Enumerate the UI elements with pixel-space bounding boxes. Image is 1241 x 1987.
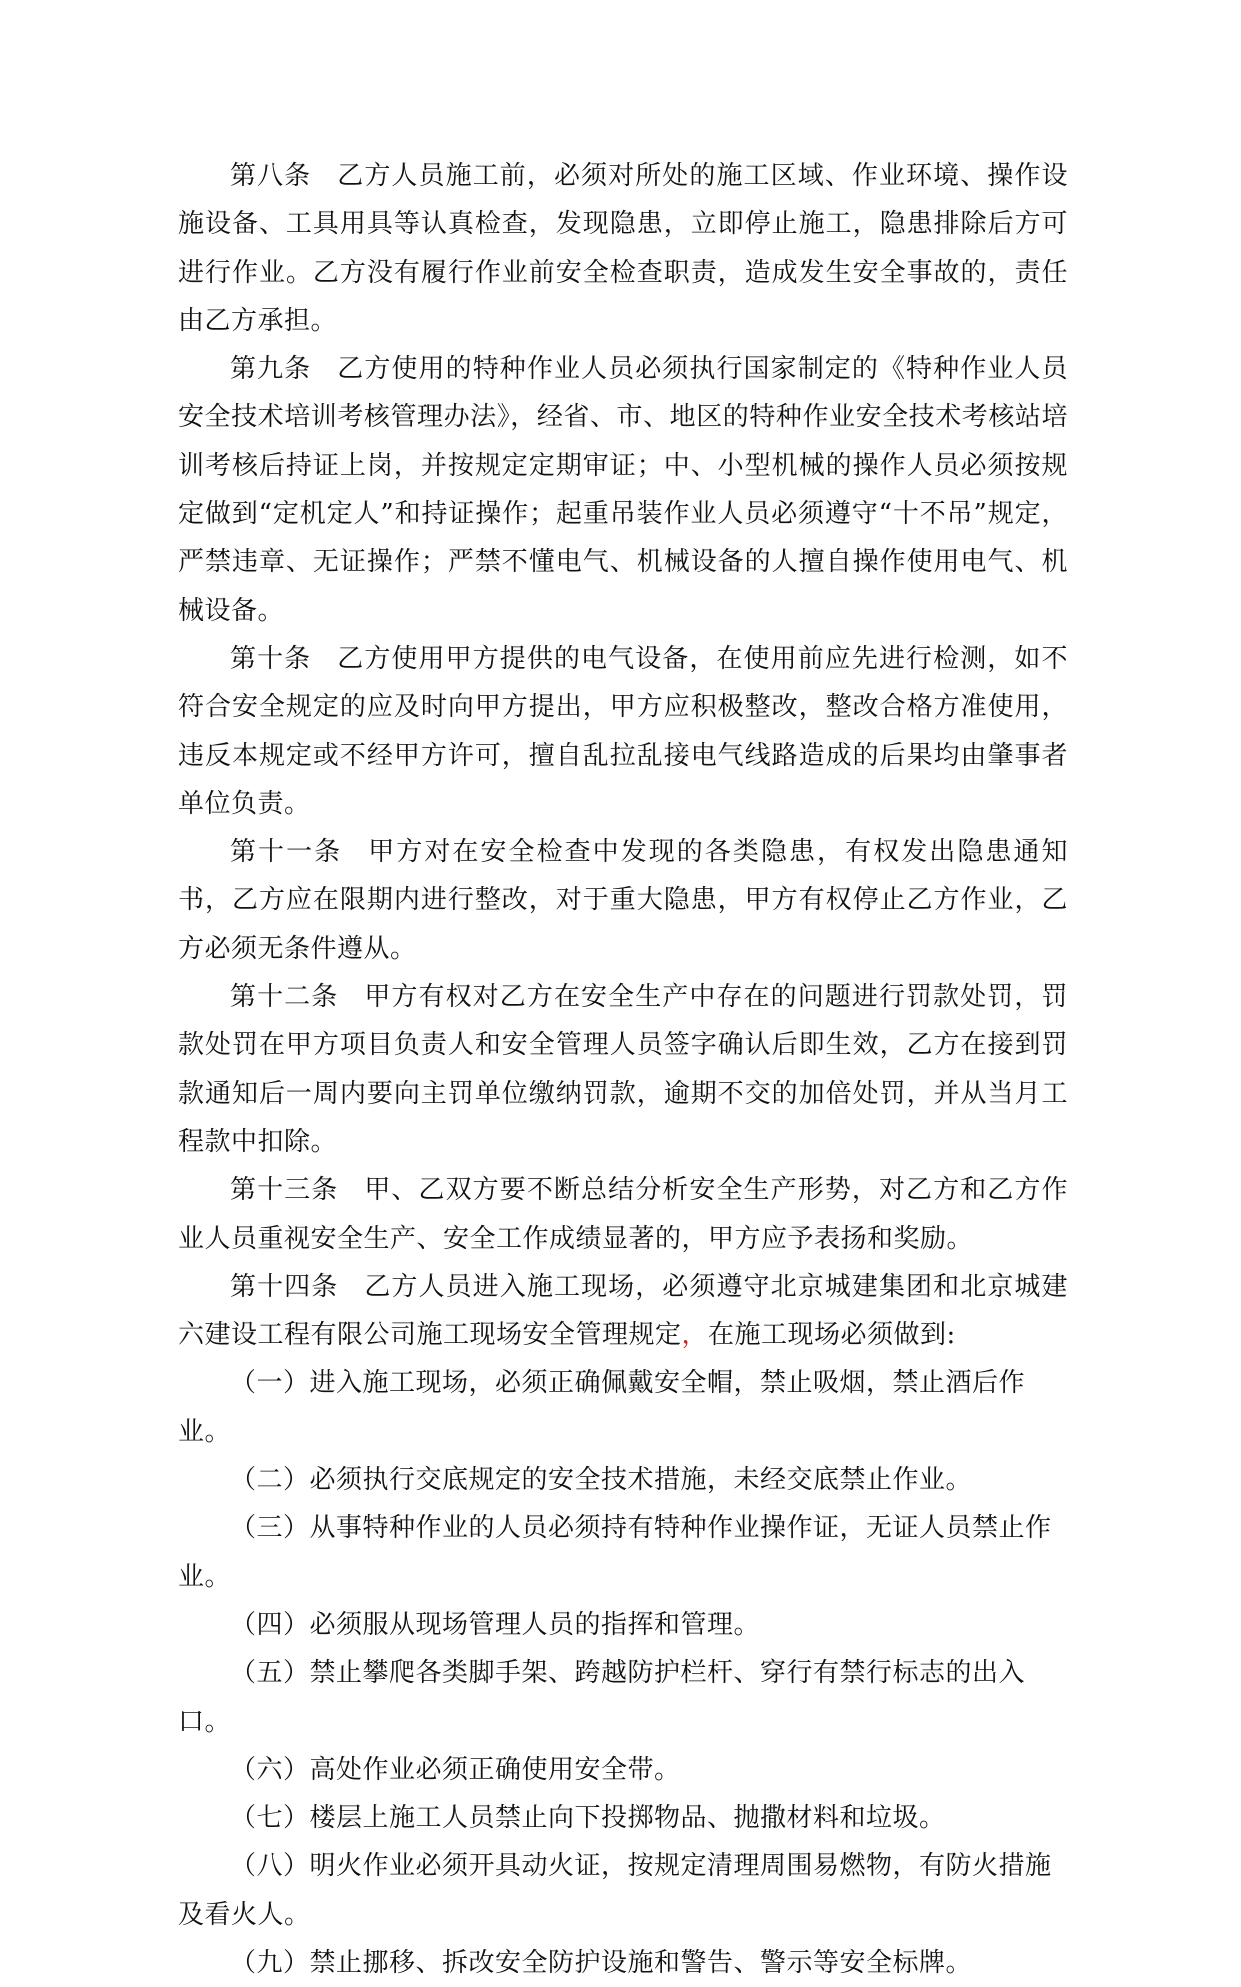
article-heading: 第九条 <box>230 354 312 385</box>
list-item: （八）明火作业必须开具动火证，按规定清理周围易燃物，有防火措施及看火人。 <box>178 1851 1052 1930</box>
document-body <box>178 152 1068 1987</box>
article-14 <box>178 1263 1068 1360</box>
article-heading: 第十四条 <box>230 1271 339 1302</box>
article-text: 乙方使用甲方提供的电气设备，在使用前应先进行检测，如不符合安全规定的应及时向甲方提出，甲方应积极整改，整改合格方准使用，违反本规定或不经甲方许可，擅自乱拉乱接电气线路造成的后果均由肇事者单位负责。 <box>178 643 1068 819</box>
article-13 <box>178 1166 1068 1263</box>
article-text-continued: 在施工现场必须做到: <box>708 1320 956 1351</box>
list-item: （九）禁止挪移、拆改安全防护设施和警告、警示等安全标牌。 <box>230 1947 973 1978</box>
article-12 <box>178 973 1068 1166</box>
article-10 <box>178 635 1068 828</box>
article-text: 甲方对在安全检查中发现的各类隐患，有权发出隐患通知书，乙方应在限期内进行整改，对于重大隐患，甲方有权停止乙方作业，乙方必须无条件遵从。 <box>178 837 1068 964</box>
article-heading: 第十一条 <box>230 837 343 868</box>
article-text: 乙方人员施工前，必须对所处的施工区域、作业环境、操作设施设备、工具用具等认真检查，发现隐患，立即停止施工，隐患排除后方可进行作业。乙方没有履行作业前安全检查职责，造成发生安全事故的，责任由乙方承担。 <box>178 161 1068 336</box>
red-comma-mark: ， <box>681 1320 709 1351</box>
article-text: 乙方使用的特种作业人员必须执行国家制定的《特种作业人员安全技术培训考核管理办法》，经省、市、地区的特种作业安全技术考核站培训考核后持证上岗，并按规定定期审证；中、小型机械的操作人员必须按规定做到“定机定人”和持证操作；起重吊装作业人员必须遵守“十不吊”规定，严禁违章、无证操作；严禁不懂电气、机械设备的人擅自操作使用电气、机械设备。 <box>178 354 1068 626</box>
list-item: （七）楼层上施工人员禁止向下投掷物品、抛撒材料和垃圾。 <box>230 1803 946 1834</box>
article-heading: 第十二条 <box>230 982 339 1013</box>
list-item: （三）从事特种作业的人员必须持有特种作业操作证，无证人员禁止作业。 <box>178 1513 1052 1592</box>
list-item: （五）禁止攀爬各类脚手架、跨越防护栏杆、穿行有禁行标志的出入口。 <box>178 1658 1026 1737</box>
list-item: （六）高处作业必须正确使用安全带。 <box>230 1754 681 1785</box>
article-text: 甲方有权对乙方在安全生产中存在的问题进行罚款处罚，罚款处罚在甲方项目负责人和安全管理人员签字确认后即生效，乙方在接到罚款通知后一周内要向主罚单位缴纳罚款，逾期不交的加倍处罚，并从当月工程款中扣除。 <box>178 982 1068 1157</box>
article-heading: 第十三条 <box>230 1175 339 1206</box>
list-item: （一）进入施工现场，必须正确佩戴安全帽，禁止吸烟，禁止酒后作业。 <box>178 1368 1026 1447</box>
article-text: 甲、乙双方要不断总结分析安全生产形势，对乙方和乙方作业人员重视安全生产、安全工作成绩显著的，甲方应予表扬和奖励。 <box>178 1175 1068 1254</box>
article-11 <box>178 828 1068 973</box>
article-9 <box>178 345 1068 635</box>
list-item: （二）必须执行交底规定的安全技术措施，未经交底禁止作业。 <box>230 1465 973 1496</box>
article-heading: 第八条 <box>230 161 312 191</box>
list-item: （四）必须服从现场管理人员的指挥和管理。 <box>230 1609 761 1640</box>
article-8 <box>178 152 1068 345</box>
article-heading: 第十条 <box>230 643 312 674</box>
article-text: 乙方人员进入施工现场，必须遵守北京城建集团和北京城建六建设工程有限公司施工现场安全管理规定 <box>178 1271 1068 1351</box>
